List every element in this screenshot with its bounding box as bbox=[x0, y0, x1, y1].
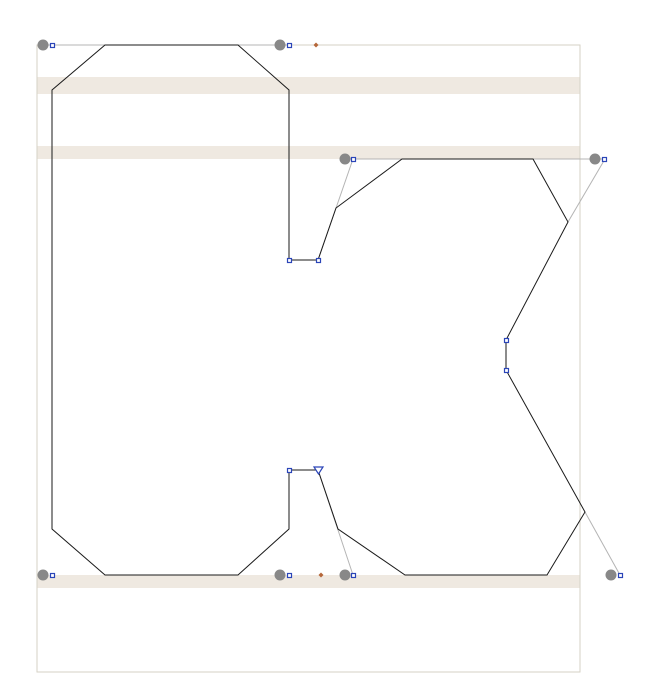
node-point[interactable] bbox=[51, 574, 55, 578]
extremum-point[interactable] bbox=[275, 570, 286, 581]
baseline-band bbox=[37, 575, 580, 588]
extremum-point[interactable] bbox=[340, 570, 351, 581]
node-point[interactable] bbox=[352, 158, 356, 162]
extremum-point[interactable] bbox=[38, 570, 49, 581]
diamond-anchor-icon[interactable] bbox=[314, 43, 319, 48]
node-point[interactable] bbox=[288, 259, 292, 263]
extremum-points bbox=[38, 40, 617, 581]
node-point[interactable] bbox=[505, 339, 509, 343]
node-point[interactable] bbox=[619, 574, 623, 578]
node-point[interactable] bbox=[603, 158, 607, 162]
ascender-band bbox=[37, 77, 580, 94]
handle-line bbox=[568, 159, 605, 222]
x-height-band bbox=[37, 146, 580, 159]
node-point[interactable] bbox=[288, 44, 292, 48]
node-point[interactable] bbox=[505, 369, 509, 373]
outer-contour[interactable] bbox=[52, 45, 585, 575]
metric-bands bbox=[37, 77, 580, 588]
handle-line bbox=[585, 512, 620, 575]
extremum-point[interactable] bbox=[590, 154, 601, 165]
extremum-point[interactable] bbox=[275, 40, 286, 51]
nodes bbox=[51, 44, 623, 578]
node-point[interactable] bbox=[352, 574, 356, 578]
extremum-point[interactable] bbox=[606, 570, 617, 581]
node-point[interactable] bbox=[288, 469, 292, 473]
node-point[interactable] bbox=[288, 574, 292, 578]
node-point[interactable] bbox=[317, 259, 321, 263]
handle-lines bbox=[43, 45, 620, 575]
node-point[interactable] bbox=[51, 44, 55, 48]
extremum-point[interactable] bbox=[38, 40, 49, 51]
extremum-point[interactable] bbox=[340, 154, 351, 165]
